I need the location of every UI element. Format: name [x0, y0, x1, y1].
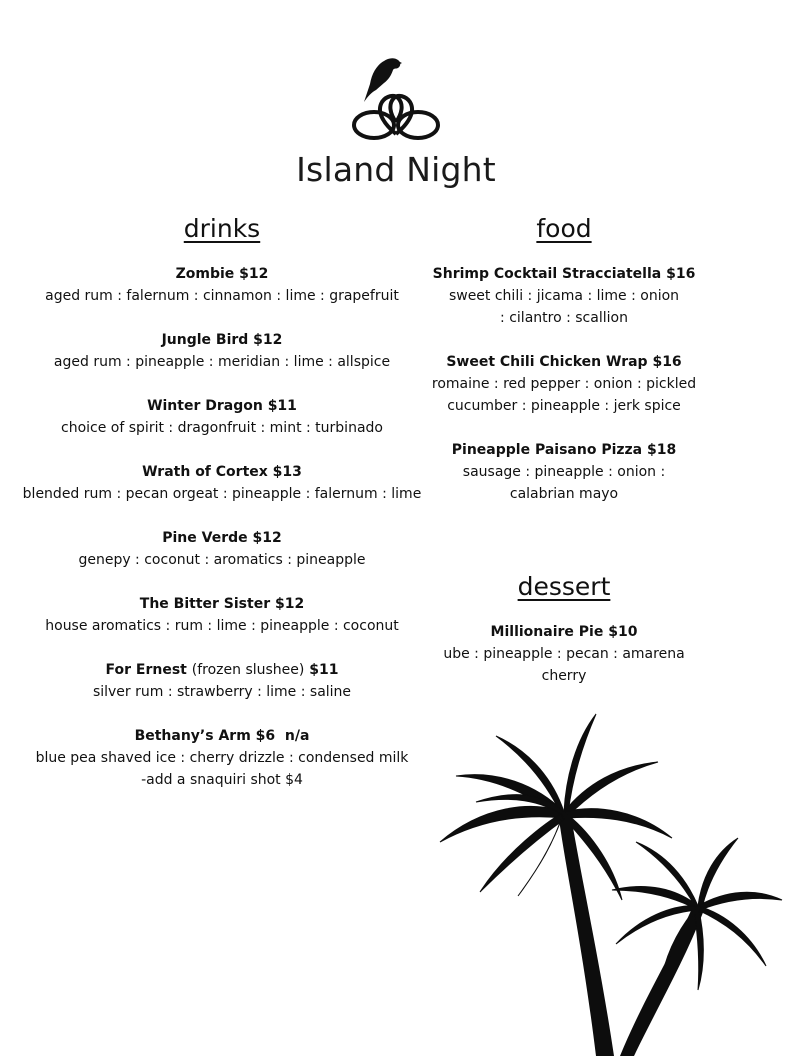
item-description: choice of spirit : dragonfruit : mint : turbinado — [61, 420, 383, 436]
dessert-heading: dessert — [517, 572, 611, 601]
item-name — [22, 659, 422, 681]
parrot-knot-logo — [346, 52, 446, 148]
page-title: Island Night — [296, 150, 496, 189]
item-description: aged rum : falernum : cinnamon : lime : grapefruit — [45, 288, 399, 304]
menu-item — [22, 725, 422, 791]
menu-item — [414, 263, 714, 329]
item-name-main: For Ernest — [105, 662, 187, 678]
item-description: ube : pineapple : pecan : amarena cherry — [443, 646, 685, 684]
menu-item — [22, 263, 422, 307]
menu-item — [22, 395, 422, 439]
item-name: Millionaire Pie $10 — [490, 624, 638, 640]
item-name: Sweet Chili Chicken Wrap $16 — [446, 354, 682, 370]
palm-trees-illustration — [436, 692, 792, 1056]
item-note: (frozen slushee) — [191, 662, 305, 678]
menu-item — [22, 593, 422, 637]
menu-item — [414, 621, 714, 687]
item-name: Jungle Bird $12 — [161, 332, 283, 348]
menu-item — [22, 461, 422, 505]
item-name: Wrath of Cortex $13 — [142, 464, 302, 480]
item-name: Winter Dragon $11 — [147, 398, 297, 414]
dessert-section — [414, 572, 714, 709]
menu-item — [414, 439, 714, 505]
item-price: $11 — [309, 662, 339, 678]
food-heading: food — [536, 214, 592, 243]
item-description: silver rum : strawberry : lime : saline — [92, 684, 352, 700]
drinks-heading: drinks — [183, 214, 261, 243]
item-description: genepy : coconut : aromatics : pineapple — [78, 552, 366, 568]
item-name: Bethany’s Arm $6 n/a — [134, 728, 310, 744]
item-description: blended rum : pecan orgeat : pineapple : falernum : lime — [22, 486, 422, 502]
drinks-section — [22, 214, 422, 813]
item-description: romaine : red pepper : onion : pickled cucumber : pineapple : jerk spice — [431, 376, 697, 414]
item-name: Pine Verde $12 — [162, 530, 282, 546]
item-description: sweet chili : jicama : lime : onion : cilantro : scallion — [448, 288, 680, 326]
item-name: Pineapple Paisano Pizza $18 — [451, 442, 677, 458]
item-addon: -add a snaquiri shot $4 — [141, 772, 303, 788]
menu-item — [22, 659, 422, 703]
item-description: blue pea shaved ice : cherry drizzle : condensed milk — [35, 750, 409, 766]
item-name: Shrimp Cocktail Stracciatella $16 — [432, 266, 696, 282]
menu-item — [22, 527, 422, 571]
item-name: The Bitter Sister $12 — [139, 596, 305, 612]
food-section — [414, 214, 714, 527]
menu-item — [22, 329, 422, 373]
item-name: Zombie $12 — [175, 266, 269, 282]
item-description: house aromatics : rum : lime : pineapple : coconut — [45, 618, 399, 634]
item-description: aged rum : pineapple : meridian : lime : allspice — [53, 354, 391, 370]
item-description: sausage : pineapple : onion : calabrian mayo — [462, 464, 666, 502]
menu-item — [414, 351, 714, 417]
